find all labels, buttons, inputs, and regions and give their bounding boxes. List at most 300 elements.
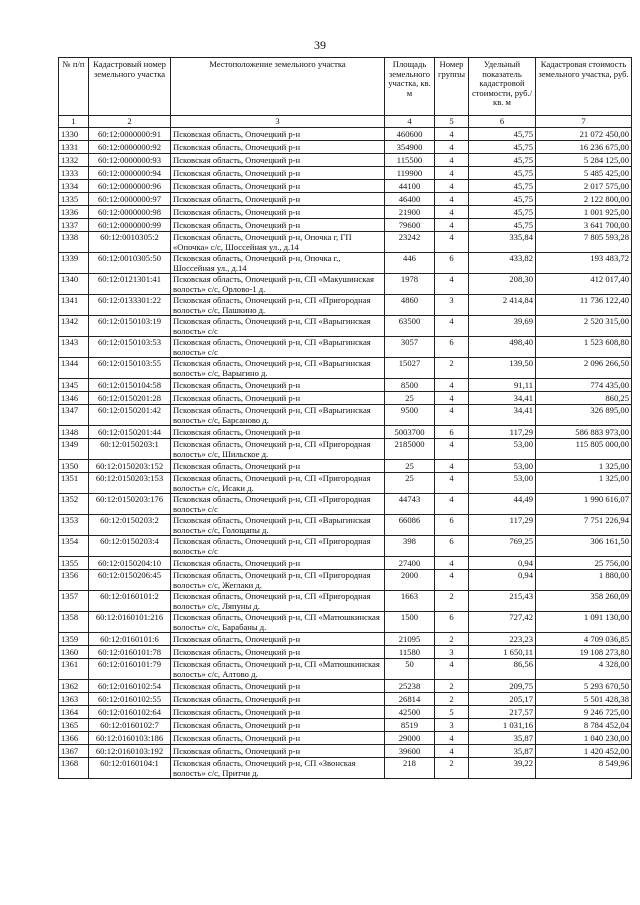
specific-index: 223,23 [469,633,536,646]
table-row [59,167,632,180]
cadastral-cost: 358 260,09 [536,591,632,612]
group-number: 6 [435,253,469,274]
row-number: 1349 [59,439,89,460]
cadastral-number: 60:12:0010305:50 [89,253,171,274]
cadastral-number: 60:12:0160101:79 [89,659,171,680]
area: 26814 [385,693,435,706]
cadastral-cost: 9 246 725,00 [536,706,632,719]
location: Псковская область, Опочецкий р-н [171,392,385,405]
location: Псковская область, Опочецкий р-н, СП «Пригородная волость» с/с, Шильское д. [171,439,385,460]
cadastral-number: 60:12:0150203:1 [89,439,171,460]
table-row [59,337,632,358]
area: 4860 [385,295,435,316]
cadastral-number: 60:12:0160101:2 [89,591,171,612]
cadastral-number: 60:12:0133301:22 [89,295,171,316]
location: Псковская область, Опочецкий р-н, СП «Пригородная волость» с/с, Жеглаки д. [171,570,385,591]
group-number: 6 [435,337,469,358]
location: Псковская область, Опочецкий р-н, СП «Пригородная волость» с/с, Ляпуны д. [171,591,385,612]
row-number: 1342 [59,316,89,337]
group-number: 6 [435,536,469,557]
table-row [59,358,632,379]
group-number: 4 [435,405,469,426]
area: 44743 [385,494,435,515]
table-row [59,758,632,779]
cadastral-cost: 5 284 125,00 [536,154,632,167]
row-number: 1331 [59,141,89,154]
cadastral-number: 60:12:0000000:99 [89,219,171,232]
group-number: 2 [435,633,469,646]
cadastral-number: 60:12:0000000:96 [89,180,171,193]
area: 46400 [385,193,435,206]
cadastral-cost: 1 040 230,00 [536,732,632,745]
area: 79600 [385,219,435,232]
row-number: 1365 [59,719,89,732]
cadastral-number: 60:12:0000000:91 [89,128,171,141]
specific-index: 91,11 [469,379,536,392]
area: 11580 [385,646,435,659]
group-number: 4 [435,659,469,680]
area: 8500 [385,379,435,392]
row-number: 1332 [59,154,89,167]
table-row [59,693,632,706]
area: 39600 [385,745,435,758]
table-row [59,460,632,473]
location: Псковская область, Опочецкий р-н, СП «Матюшкинская волость» с/с, Алтово д. [171,659,385,680]
table-row [59,426,632,439]
cadastral-number: 60:12:0150204:10 [89,557,171,570]
row-number: 1341 [59,295,89,316]
location: Псковская область, Опочецкий р-н [171,460,385,473]
location: Псковская область, Опочецкий р-н [171,141,385,154]
specific-index: 769,25 [469,536,536,557]
area: 66086 [385,515,435,536]
group-number: 4 [435,316,469,337]
cadastral-number: 60:12:0160102:54 [89,680,171,693]
group-number: 4 [435,128,469,141]
cadastral-cost: 8 549,96 [536,758,632,779]
cadastral-cost: 7 751 226,94 [536,515,632,536]
cadastral-number: 60:12:0160102:55 [89,693,171,706]
column-index: 6 [469,116,536,128]
cadastral-cost: 2 122 800,00 [536,193,632,206]
cadastral-number: 60:12:0010305:2 [89,232,171,253]
column-index: 3 [171,116,385,128]
group-number: 4 [435,193,469,206]
cadastral-number: 60:12:0160102:7 [89,719,171,732]
specific-index: 1 650,11 [469,646,536,659]
table-row [59,253,632,274]
cadastral-cost: 2 520 315,00 [536,316,632,337]
area: 354900 [385,141,435,154]
table-row [59,206,632,219]
cadastral-cost: 5 501 428,38 [536,693,632,706]
specific-index: 0,94 [469,570,536,591]
specific-index: 209,75 [469,680,536,693]
cadastral-cost: 1 880,00 [536,570,632,591]
area: 119900 [385,167,435,180]
area: 115500 [385,154,435,167]
table-row [59,536,632,557]
cadastral-cost: 7 805 593,28 [536,232,632,253]
location: Псковская область, Опочецкий р-н [171,693,385,706]
group-number: 3 [435,646,469,659]
location: Псковская область, Опочецкий р-н [171,745,385,758]
row-number: 1350 [59,460,89,473]
header-specific-index: Удельный показатель кадастровой стоимости, руб./кв. м [469,58,536,116]
cadastral-cost: 326 895,00 [536,405,632,426]
row-number: 1333 [59,167,89,180]
group-number: 4 [435,206,469,219]
specific-index: 727,42 [469,612,536,633]
specific-index: 498,40 [469,337,536,358]
table-row [59,405,632,426]
cadastral-cost: 1 990 616,07 [536,494,632,515]
group-number: 4 [435,180,469,193]
row-number: 1367 [59,745,89,758]
specific-index: 335,84 [469,232,536,253]
specific-index: 45,75 [469,167,536,180]
group-number: 4 [435,460,469,473]
table-row [59,473,632,494]
table-row [59,570,632,591]
location: Псковская область, Опочецкий р-н, СП «Макушинская волость» с/с, Орлово-1 д. [171,274,385,295]
area: 23242 [385,232,435,253]
location: Псковская область, Опочецкий р-н [171,219,385,232]
location: Псковская область, Опочецкий р-н [171,193,385,206]
table-row [59,193,632,206]
cadastral-number: 60:12:0000000:98 [89,206,171,219]
group-number: 2 [435,591,469,612]
group-number: 4 [435,219,469,232]
specific-index: 117,29 [469,515,536,536]
table-row [59,128,632,141]
specific-index: 53,00 [469,473,536,494]
area: 50 [385,659,435,680]
row-number: 1334 [59,180,89,193]
header-cadastral-cost: Кадастровая стоимость земельного участка, руб. [536,58,632,116]
table-row [59,494,632,515]
cadastral-number: 60:12:0150201:28 [89,392,171,405]
specific-index: 44,49 [469,494,536,515]
row-number: 1337 [59,219,89,232]
table-row [59,591,632,612]
area: 21095 [385,633,435,646]
cadastral-number: 60:12:0150104:58 [89,379,171,392]
cadastral-cost: 4 709 036,85 [536,633,632,646]
area: 1500 [385,612,435,633]
cadastral-number: 60:12:0160101:6 [89,633,171,646]
cadastral-cost: 21 072 450,00 [536,128,632,141]
cadastral-number: 60:12:0000000:93 [89,154,171,167]
specific-index: 45,75 [469,219,536,232]
group-number: 3 [435,295,469,316]
cadastral-number: 60:12:0160102:64 [89,706,171,719]
specific-index: 39,22 [469,758,536,779]
group-number: 4 [435,154,469,167]
specific-index: 217,57 [469,706,536,719]
table-row [59,154,632,167]
table-row [59,659,632,680]
row-number: 1344 [59,358,89,379]
header-group: Номер группы [435,58,469,116]
cadastral-number: 60:12:0150103:19 [89,316,171,337]
cadastral-number: 60:12:0150203:176 [89,494,171,515]
cadastral-number: 60:12:0000000:94 [89,167,171,180]
row-number: 1362 [59,680,89,693]
cadastral-value-table [58,57,632,779]
specific-index: 1 031,16 [469,719,536,732]
row-number: 1358 [59,612,89,633]
area: 25 [385,392,435,405]
cadastral-number: 60:12:0150201:44 [89,426,171,439]
area: 29000 [385,732,435,745]
table-row [59,732,632,745]
cadastral-number: 60:12:0160101:216 [89,612,171,633]
table-row [59,180,632,193]
specific-index: 0,94 [469,557,536,570]
cadastral-cost: 11 736 122,40 [536,295,632,316]
group-number: 2 [435,358,469,379]
location: Псковская область, Опочецкий р-н [171,706,385,719]
specific-index: 35,87 [469,745,536,758]
row-number: 1355 [59,557,89,570]
cadastral-cost: 8 784 452,04 [536,719,632,732]
row-number: 1336 [59,206,89,219]
specific-index: 45,75 [469,193,536,206]
cadastral-number: 60:12:0150203:153 [89,473,171,494]
specific-index: 45,75 [469,154,536,167]
location: Псковская область, Опочецкий р-н [171,379,385,392]
cadastral-cost: 1 001 925,00 [536,206,632,219]
row-number: 1359 [59,633,89,646]
location: Псковская область, Опочецкий р-н [171,128,385,141]
cadastral-cost: 2 017 575,00 [536,180,632,193]
specific-index: 39,69 [469,316,536,337]
area: 460600 [385,128,435,141]
row-number: 1357 [59,591,89,612]
cadastral-number: 60:12:0150206:45 [89,570,171,591]
cadastral-number: 60:12:0150203:2 [89,515,171,536]
table-row [59,719,632,732]
group-number: 4 [435,557,469,570]
specific-index: 45,75 [469,128,536,141]
group-number: 4 [435,232,469,253]
cadastral-cost: 1 523 608,80 [536,337,632,358]
location: Псковская область, Опочецкий р-н, СП «Пригородная волость» с/с, Пашкино д. [171,295,385,316]
area: 9500 [385,405,435,426]
area: 2185000 [385,439,435,460]
table-row [59,680,632,693]
area: 2000 [385,570,435,591]
location: Псковская область, Опочецкий р-н [171,646,385,659]
table-row [59,219,632,232]
location: Псковская область, Опочецкий р-н, СП «Пригородная волость» с/с [171,494,385,515]
specific-index: 215,43 [469,591,536,612]
cadastral-cost: 1 325,00 [536,473,632,494]
location: Псковская область, Опочецкий р-н [171,680,385,693]
row-number: 1338 [59,232,89,253]
area: 398 [385,536,435,557]
specific-index: 86,56 [469,659,536,680]
row-number: 1352 [59,494,89,515]
location: Псковская область, Опочецкий р-н [171,633,385,646]
row-number: 1363 [59,693,89,706]
cadastral-cost: 5 485 425,00 [536,167,632,180]
location: Псковская область, Опочецкий р-н, Опочка г, ГП «Опочка» с/с, Шоссейная ул., д.14 [171,232,385,253]
area: 218 [385,758,435,779]
column-index: 1 [59,116,89,128]
group-number: 2 [435,680,469,693]
cadastral-cost: 193 483,72 [536,253,632,274]
group-number: 6 [435,515,469,536]
location: Псковская область, Опочецкий р-н [171,426,385,439]
cadastral-cost: 3 641 700,00 [536,219,632,232]
group-number: 2 [435,758,469,779]
table-row [59,392,632,405]
column-index: 4 [385,116,435,128]
location: Псковская область, Опочецкий р-н [171,206,385,219]
table-row [59,633,632,646]
column-index: 2 [89,116,171,128]
cadastral-cost: 774 435,00 [536,379,632,392]
location: Псковская область, Опочецкий р-н [171,154,385,167]
cadastral-number: 60:12:0150203:152 [89,460,171,473]
cadastral-cost: 5 293 670,50 [536,680,632,693]
cadastral-number: 60:12:0150201:42 [89,405,171,426]
cadastral-number: 60:12:0000000:97 [89,193,171,206]
cadastral-number: 60:12:0160101:78 [89,646,171,659]
specific-index: 34,41 [469,392,536,405]
cadastral-number: 60:12:0150203:4 [89,536,171,557]
page-number: 39 [314,38,326,52]
area: 1978 [385,274,435,295]
cadastral-cost: 1 420 452,00 [536,745,632,758]
cadastral-cost: 115 805 000,00 [536,439,632,460]
table-row [59,379,632,392]
area: 8519 [385,719,435,732]
row-number: 1353 [59,515,89,536]
group-number: 4 [435,745,469,758]
cadastral-cost: 16 236 675,00 [536,141,632,154]
area: 3057 [385,337,435,358]
group-number: 3 [435,719,469,732]
location: Псковская область, Опочецкий р-н [171,732,385,745]
location: Псковская область, Опочецкий р-н, СП «Варыгинская волость» с/с, Барсаново д. [171,405,385,426]
row-number: 1345 [59,379,89,392]
location: Псковская область, Опочецкий р-н, СП «Варыгинская волость» с/с [171,337,385,358]
area: 27400 [385,557,435,570]
header-area: Площадь земельного участка, кв. м [385,58,435,116]
header-num: № п/п [59,58,89,116]
location: Псковская область, Опочецкий р-н [171,557,385,570]
specific-index: 433,82 [469,253,536,274]
row-number: 1348 [59,426,89,439]
table-row [59,706,632,719]
area: 21900 [385,206,435,219]
location: Псковская область, Опочецкий р-н [171,180,385,193]
cadastral-cost: 412 017,40 [536,274,632,295]
column-index-row [59,116,632,128]
table-row [59,515,632,536]
group-number: 4 [435,392,469,405]
group-number: 4 [435,167,469,180]
specific-index: 208,30 [469,274,536,295]
area: 63500 [385,316,435,337]
cadastral-cost: 4 328,00 [536,659,632,680]
group-number: 4 [435,732,469,745]
specific-index: 139,50 [469,358,536,379]
group-number: 4 [435,439,469,460]
specific-index: 35,87 [469,732,536,745]
cadastral-number: 60:12:0160104:1 [89,758,171,779]
cadastral-number: 60:12:0121301:41 [89,274,171,295]
table-row [59,745,632,758]
table-header-row [59,58,632,116]
specific-index: 45,75 [469,180,536,193]
area: 44100 [385,180,435,193]
cadastral-cost: 860,25 [536,392,632,405]
group-number: 2 [435,693,469,706]
table-row [59,295,632,316]
cadastral-cost: 2 096 266,50 [536,358,632,379]
location: Псковская область, Опочецкий р-н, СП «Матюшкинская волость» с/с, Барабаны д. [171,612,385,633]
header-cadastral-number: Кадастровый номер земельного участка [89,58,171,116]
group-number: 4 [435,274,469,295]
area: 25 [385,473,435,494]
row-number: 1364 [59,706,89,719]
cadastral-number: 60:12:0000000:92 [89,141,171,154]
row-number: 1343 [59,337,89,358]
row-number: 1347 [59,405,89,426]
area: 42500 [385,706,435,719]
location: Псковская область, Опочецкий р-н, Опочка г., Шоссейная ул., д.14 [171,253,385,274]
area: 1663 [385,591,435,612]
group-number: 4 [435,141,469,154]
cadastral-cost: 25 756,00 [536,557,632,570]
specific-index: 205,17 [469,693,536,706]
row-number: 1330 [59,128,89,141]
location: Псковская область, Опочецкий р-н [171,167,385,180]
row-number: 1356 [59,570,89,591]
location: Псковская область, Опочецкий р-н, СП «Пригородная волость» с/с [171,536,385,557]
cadastral-number: 60:12:0160103:192 [89,745,171,758]
area: 5003700 [385,426,435,439]
group-number: 6 [435,612,469,633]
specific-index: 53,00 [469,460,536,473]
specific-index: 117,29 [469,426,536,439]
row-number: 1361 [59,659,89,680]
row-number: 1339 [59,253,89,274]
cadastral-cost: 586 883 973,00 [536,426,632,439]
specific-index: 45,75 [469,141,536,154]
group-number: 5 [435,706,469,719]
row-number: 1340 [59,274,89,295]
specific-index: 45,75 [469,206,536,219]
header-location: Местоположение земельного участка [171,58,385,116]
area: 25 [385,460,435,473]
cadastral-cost: 306 161,50 [536,536,632,557]
specific-index: 34,41 [469,405,536,426]
location: Псковская область, Опочецкий р-н [171,719,385,732]
column-index: 7 [536,116,632,128]
cadastral-cost: 19 108 273,80 [536,646,632,659]
row-number: 1335 [59,193,89,206]
row-number: 1354 [59,536,89,557]
row-number: 1368 [59,758,89,779]
specific-index: 53,00 [469,439,536,460]
cadastral-cost: 1 091 130,00 [536,612,632,633]
row-number: 1360 [59,646,89,659]
